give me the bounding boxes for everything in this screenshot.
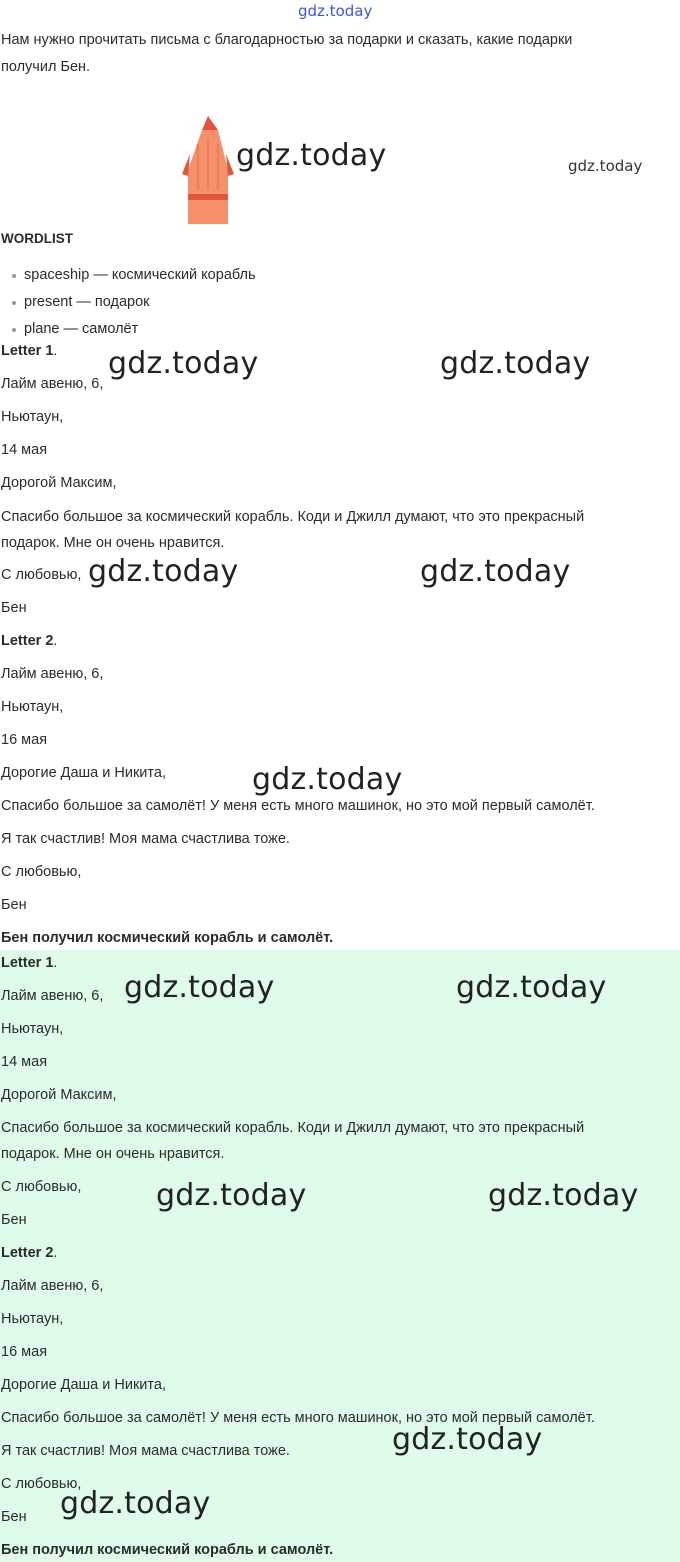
watermark: gdz.today (124, 970, 275, 1005)
letter-closing: С любовью, (1, 567, 82, 583)
watermark: gdz.today (456, 970, 607, 1005)
letter-greeting: Дорогие Даша и Никита, (1, 1377, 166, 1393)
letter-title: Letter 2. (1, 633, 58, 649)
letter-closing: С любовью, (1, 864, 82, 880)
letter-address: Лайм авеню, 6, (1, 1278, 104, 1294)
watermark: gdz.today (60, 1486, 211, 1521)
letter-city: Ньютаун, (1, 699, 64, 715)
watermark: gdz.today (488, 1178, 639, 1213)
letter-body-line-1: Спасибо большое за космический корабль. Коди и Джилл думают, что это прекрасный (1, 509, 585, 525)
letter-date: 14 мая (1, 1054, 48, 1070)
letter-address: Лайм авеню, 6, (1, 988, 104, 1004)
letter-date: 14 мая (1, 442, 48, 458)
letter-body-line-2: Я так счастлив! Моя мама счастлива тоже. (1, 831, 290, 847)
letter-closing: С любовью, (1, 1179, 82, 1195)
answer-text: Бен получил космический корабль и самолёт. (1, 1542, 334, 1558)
watermark: gdz.today (392, 1422, 543, 1457)
letter-signature: Бен (1, 1212, 27, 1228)
letter-body-line-1: Спасибо большое за самолёт! У меня есть много машинок, но это мой первый самолёт. (1, 798, 595, 814)
watermark: gdz.today (88, 554, 239, 589)
bullet-dot (12, 274, 16, 278)
letter-body-line-1: Спасибо большое за космический корабль. Коди и Джилл думают, что это прекрасный (1, 1120, 585, 1136)
bullet-dot (12, 328, 16, 332)
letter-signature: Бен (1, 1509, 27, 1525)
answer-text: Бен получил космический корабль и самолёт. (1, 930, 334, 946)
letter-date: 16 мая (1, 1344, 48, 1360)
watermark: gdz.today (156, 1178, 307, 1213)
answer-box (0, 950, 680, 1562)
watermark-top: gdz.today (298, 2, 373, 20)
bullet-dot (12, 301, 16, 305)
letter-body-line-1: Спасибо большое за самолёт! У меня есть много машинок, но это мой первый самолёт. (1, 1410, 595, 1426)
letter-date: 16 мая (1, 732, 48, 748)
watermark: gdz.today (236, 138, 387, 173)
letter-closing: С любовью, (1, 1476, 82, 1492)
intro-line-1: Нам нужно прочитать письма с благодарностью за подарки и сказать, какие подарки (1, 32, 573, 48)
letter-title: Letter 1. (1, 343, 58, 359)
letter-greeting: Дорогие Даша и Никита, (1, 765, 166, 781)
wordlist-item: plane — самолёт (24, 321, 139, 337)
watermark: gdz.today (252, 762, 403, 797)
watermark: gdz.today (108, 346, 259, 381)
letter-body-line-2: подарок. Мне он очень нравится. (1, 1146, 225, 1162)
letter-title: Letter 1. (1, 955, 58, 971)
wordlist-item: present — подарок (24, 294, 150, 310)
letter-city: Ньютаун, (1, 1311, 64, 1327)
letter-body-line-2: подарок. Мне он очень нравится. (1, 535, 225, 551)
letter-address: Лайм авеню, 6, (1, 666, 104, 682)
letter-address: Лайм авеню, 6, (1, 376, 104, 392)
rocket-icon (180, 114, 236, 226)
letter-greeting: Дорогой Максим, (1, 1087, 117, 1103)
wordlist-item: spaceship — космический корабль (24, 267, 256, 283)
wordlist-title: WORDLIST (1, 231, 73, 246)
letter-greeting: Дорогой Максим, (1, 475, 117, 491)
letter-signature: Бен (1, 600, 27, 616)
watermark: gdz.today (440, 346, 591, 381)
intro-line-2: получил Бен. (1, 59, 91, 75)
letter-body-line-2: Я так счастлив! Моя мама счастлива тоже. (1, 1443, 290, 1459)
letter-title: Letter 2. (1, 1245, 58, 1261)
watermark: gdz.today (420, 554, 571, 589)
letter-city: Ньютаун, (1, 1021, 64, 1037)
watermark: gdz.today (568, 157, 643, 175)
letter-signature: Бен (1, 897, 27, 913)
letter-city: Ньютаун, (1, 409, 64, 425)
